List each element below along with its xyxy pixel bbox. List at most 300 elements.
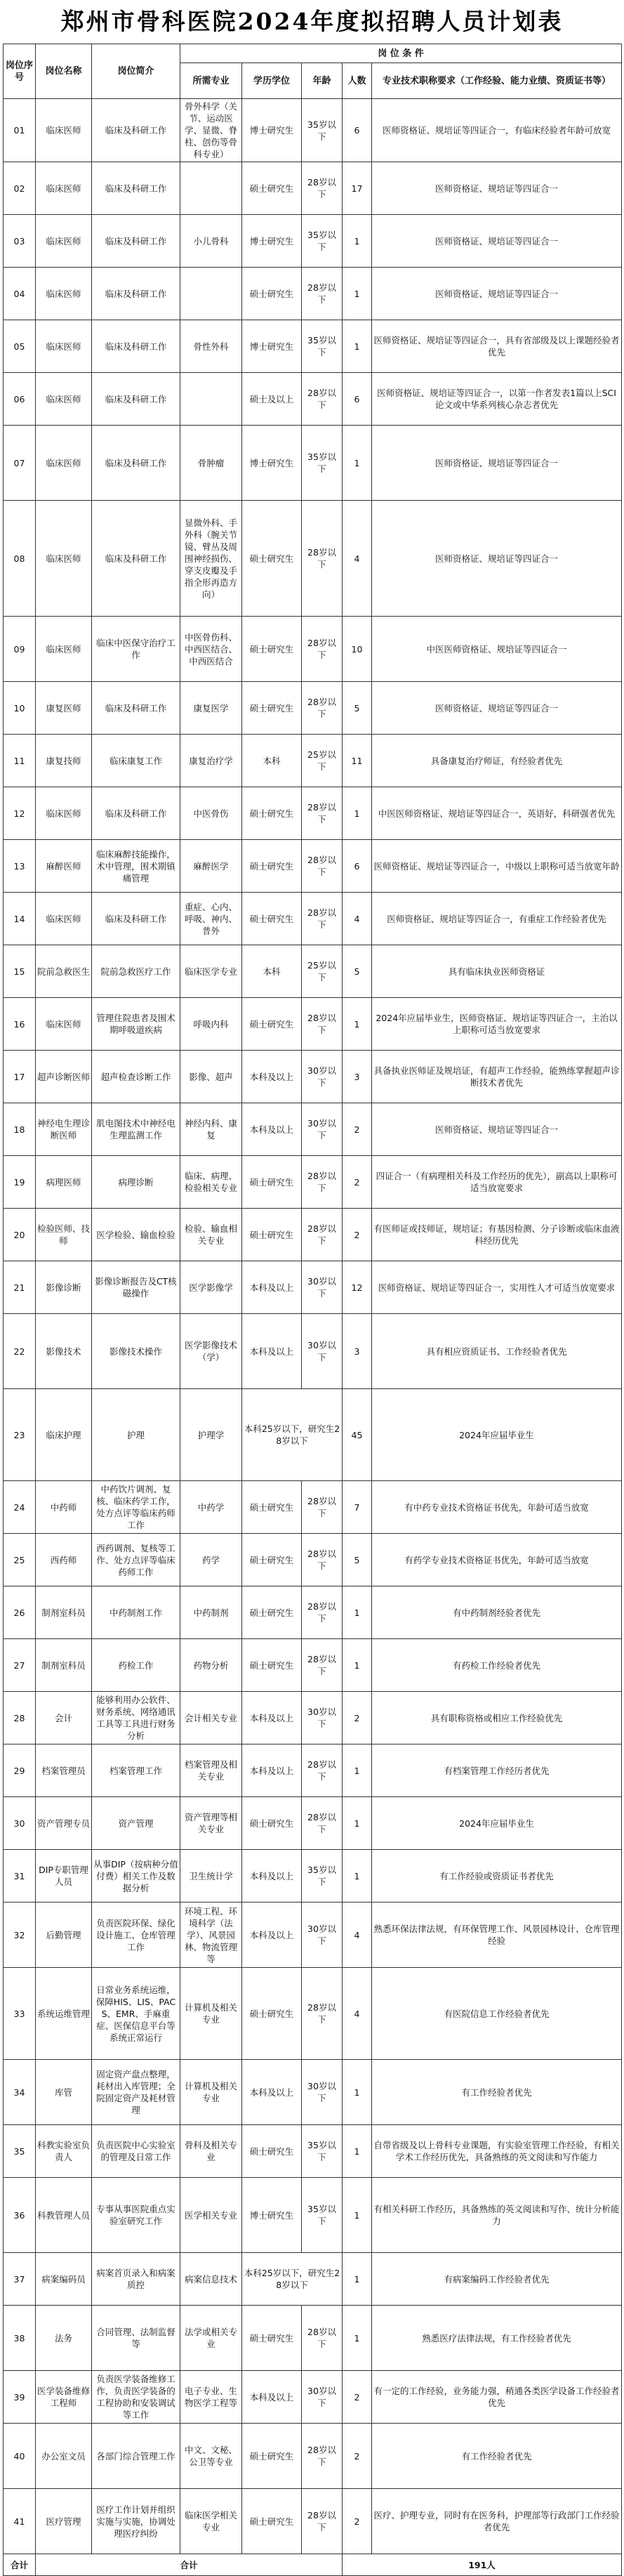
cell-age: 30岁以下 <box>302 1314 343 1389</box>
table-row <box>4 373 622 426</box>
table-row <box>4 2178 622 2253</box>
cell-req: 具备康复治疗师证，有经验者优先 <box>372 735 622 787</box>
cell-age: 28岁以下 <box>302 1209 343 1261</box>
cell-degree: 硕士研究生 <box>242 2306 302 2371</box>
table-row <box>4 1586 622 1639</box>
total-label-1: 合计 <box>4 2554 36 2576</box>
cell-name: 科教管理人员 <box>36 2178 92 2253</box>
cell-count: 1 <box>343 1850 372 1903</box>
cell-desc: 管理住院患者及围术期呼吸道疾病 <box>92 998 180 1051</box>
cell-name: 临床医师 <box>36 320 92 373</box>
cell-count: 4 <box>343 1903 372 1968</box>
cell-count: 1 <box>343 268 372 320</box>
cell-count: 6 <box>343 373 372 426</box>
cell-degree: 博士研究生 <box>242 320 302 373</box>
cell-name: 超声诊断医师 <box>36 1051 92 1103</box>
cell-req: 有相关科研工作经历，具备熟练的英文阅读和写作、统计分析能力 <box>372 2178 622 2253</box>
cell-seq: 24 <box>4 1481 36 1534</box>
total-label-2: 合计 <box>36 2554 343 2576</box>
cell-req: 四证合一（有病理相关科及工作经历的优先），副高以上职称可适当放宽要求 <box>372 1156 622 1209</box>
cell-major: 中医骨伤 <box>180 787 242 840</box>
cell-major: 骨外科学（关节、运动医学、显微、脊柱、创伤等骨科专业） <box>180 99 242 162</box>
cell-major: 临床医学专业 <box>180 945 242 998</box>
cell-count: 5 <box>343 945 372 998</box>
cell-seq: 14 <box>4 893 36 945</box>
cell-degree: 硕士研究生 <box>242 617 302 682</box>
cell-age: 30岁以下 <box>302 1103 343 1156</box>
cell-major: 病案信息技术 <box>180 2253 242 2306</box>
cell-count: 1 <box>343 2125 372 2178</box>
cell-count: 1 <box>343 2253 372 2306</box>
cell-degree: 硕士研究生 <box>242 682 302 735</box>
cell-seq: 34 <box>4 2060 36 2125</box>
cell-major <box>180 373 242 426</box>
cell-name: 办公室文员 <box>36 2424 92 2489</box>
cell-major: 会计相关专业 <box>180 1692 242 1744</box>
cell-age: 28岁以下 <box>302 1968 343 2060</box>
cell-count: 1 <box>343 215 372 268</box>
cell-age: 28岁以下 <box>302 1586 343 1639</box>
cell-seq: 20 <box>4 1209 36 1261</box>
cell-req: 有工作经验者优先 <box>372 2060 622 2125</box>
cell-name: 临床医师 <box>36 215 92 268</box>
cell-degree: 本科及以上 <box>242 1103 302 1156</box>
header-major: 所需专业 <box>180 63 242 99</box>
cell-req: 医师资格证、规培证等四证合一 <box>372 162 622 215</box>
cell-desc: 中药制剂工作 <box>92 1586 180 1639</box>
cell-count: 45 <box>343 1389 372 1481</box>
table-row <box>4 215 622 268</box>
table-row <box>4 735 622 787</box>
cell-req: 熟悉环保法律法规，有环保管理工作、风景园林设计、仓库管理经验 <box>372 1903 622 1968</box>
table-row <box>4 2489 622 2554</box>
table-row <box>4 1744 622 1797</box>
cell-count: 2 <box>343 1209 372 1261</box>
cell-major: 骨性外科 <box>180 320 242 373</box>
table-body <box>4 99 622 2576</box>
cell-seq: 38 <box>4 2306 36 2371</box>
cell-degree: 硕士研究生 <box>242 787 302 840</box>
cell-name: 库管 <box>36 2060 92 2125</box>
cell-major: 药物分析 <box>180 1639 242 1692</box>
cell-req: 医师资格证、规培证等四证合一，有重症工作经验者优先 <box>372 893 622 945</box>
cell-desc: 病理诊断 <box>92 1156 180 1209</box>
cell-count: 2 <box>343 2424 372 2489</box>
cell-count: 1 <box>343 1744 372 1797</box>
cell-req: 有病案编码工作经验者优先 <box>372 2253 622 2306</box>
cell-desc: 药检工作 <box>92 1639 180 1692</box>
cell-desc: 临床及科研工作 <box>92 501 180 617</box>
cell-count: 2 <box>343 2489 372 2554</box>
cell-req: 医师资格证、规培证等四证合一 <box>372 215 622 268</box>
cell-major: 临床、病理、检验相关专业 <box>180 1156 242 1209</box>
cell-degree: 博士研究生 <box>242 215 302 268</box>
cell-name: 影像技术 <box>36 1314 92 1389</box>
cell-seq: 25 <box>4 1534 36 1586</box>
cell-req: 医师资格证、规培证等四证合一 <box>372 682 622 735</box>
cell-desc: 负责医院环保、绿化设计施工、仓库管理工作 <box>92 1903 180 1968</box>
cell-name: 临床医师 <box>36 501 92 617</box>
cell-desc: 临床及科研工作 <box>92 215 180 268</box>
cell-age: 35岁以下 <box>302 426 343 501</box>
cell-major: 档案管理及相关专业 <box>180 1744 242 1797</box>
cell-desc: 临床及科研工作 <box>92 682 180 735</box>
cell-name: 病理医师 <box>36 1156 92 1209</box>
cell-major: 医学影像技术（学） <box>180 1314 242 1389</box>
cell-name: 麻醉医师 <box>36 840 92 893</box>
table-row <box>4 2424 622 2489</box>
cell-count: 1 <box>343 2178 372 2253</box>
cell-count: 11 <box>343 735 372 787</box>
table-row <box>4 1156 622 1209</box>
cell-major: 康复治疗学 <box>180 735 242 787</box>
table-row <box>4 2306 622 2371</box>
cell-degree: 硕士研究生 <box>242 840 302 893</box>
cell-degree: 硕士研究生 <box>242 2125 302 2178</box>
table-row <box>4 1692 622 1744</box>
cell-age: 28岁以下 <box>302 2424 343 2489</box>
cell-age: 30岁以下 <box>302 1903 343 1968</box>
cell-seq: 02 <box>4 162 36 215</box>
cell-name: 检验医师、技师 <box>36 1209 92 1261</box>
cell-major: 中药学 <box>180 1481 242 1534</box>
cell-count: 1 <box>343 998 372 1051</box>
cell-req: 中医医师资格证、规培证等四证合一 <box>372 617 622 682</box>
cell-count: 1 <box>343 1639 372 1692</box>
cell-seq: 01 <box>4 99 36 162</box>
cell-age: 28岁以下 <box>302 1481 343 1534</box>
cell-count: 1 <box>343 426 372 501</box>
cell-name: 临床医师 <box>36 617 92 682</box>
recruitment-table <box>3 44 622 2576</box>
cell-count: 5 <box>343 1534 372 1586</box>
cell-req: 2024年应届毕业生 <box>372 1797 622 1850</box>
cell-major: 骨科及相关专业 <box>180 2125 242 2178</box>
cell-desc: 医学检验、输血检验 <box>92 1209 180 1261</box>
cell-degree: 硕士研究生 <box>242 501 302 617</box>
cell-name: DIP专职管理人员 <box>36 1850 92 1903</box>
cell-name: 档案管理员 <box>36 1744 92 1797</box>
table-row <box>4 1051 622 1103</box>
cell-req: 有药学专业技术资格证书优先，年龄可适当放宽 <box>372 1534 622 1586</box>
cell-age: 28岁以下 <box>302 501 343 617</box>
cell-req: 医师资格证、规培证等四证合一，有临床经验者年龄可放宽 <box>372 99 622 162</box>
cell-seq: 39 <box>4 2371 36 2424</box>
cell-count: 10 <box>343 617 372 682</box>
cell-degree: 本科及以上 <box>242 1850 302 1903</box>
cell-name: 西药师 <box>36 1534 92 1586</box>
cell-name: 后勤管理 <box>36 1903 92 1968</box>
cell-seq: 17 <box>4 1051 36 1103</box>
cell-degree: 硕士研究生 <box>242 1156 302 1209</box>
cell-age: 35岁以下 <box>302 2178 343 2253</box>
cell-desc: 临床及科研工作 <box>92 373 180 426</box>
cell-req: 有工作经验或资质证书者优先 <box>372 1850 622 1903</box>
cell-desc: 院前急救医疗工作 <box>92 945 180 998</box>
cell-major: 电子专业、生物医学工程等 <box>180 2371 242 2424</box>
cell-age: 28岁以下 <box>302 617 343 682</box>
cell-desc: 临床及科研工作 <box>92 99 180 162</box>
cell-major: 计算机及相关专业 <box>180 2060 242 2125</box>
cell-count: 2 <box>343 1692 372 1744</box>
cell-major: 医学相关专业 <box>180 2178 242 2253</box>
cell-age: 25岁以下 <box>302 945 343 998</box>
cell-major: 检验、输血相关专业 <box>180 1209 242 1261</box>
cell-req: 有中药专业技术资格证书优先，年龄可适当放宽 <box>372 1481 622 1534</box>
cell-major: 呼吸内科 <box>180 998 242 1051</box>
cell-req: 2024年应届毕业生 <box>372 1389 622 1481</box>
total-row <box>4 2554 622 2576</box>
cell-degree: 硕士研究生 <box>242 162 302 215</box>
cell-seq: 27 <box>4 1639 36 1692</box>
cell-seq: 08 <box>4 501 36 617</box>
table-row <box>4 893 622 945</box>
cell-req: 有工作经验者优先 <box>372 2424 622 2489</box>
cell-seq: 10 <box>4 682 36 735</box>
table-row <box>4 2060 622 2125</box>
cell-age: 28岁以下 <box>302 1639 343 1692</box>
cell-seq: 28 <box>4 1692 36 1744</box>
cell-desc: 临床及科研工作 <box>92 268 180 320</box>
cell-req: 有医院信息工作经验者优先 <box>372 1968 622 2060</box>
cell-name: 系统运维管理 <box>36 1968 92 2060</box>
cell-seq: 03 <box>4 215 36 268</box>
cell-age: 25岁以下 <box>302 735 343 787</box>
cell-req: 有医师证或技师证，规培证；有基因检测、分子诊断或临床血液科经历优先 <box>372 1209 622 1261</box>
table-row <box>4 787 622 840</box>
cell-name: 资产管理专员 <box>36 1797 92 1850</box>
cell-age: 28岁以下 <box>302 1534 343 1586</box>
cell-desc: 护理 <box>92 1389 180 1481</box>
cell-age: 30岁以下 <box>302 2060 343 2125</box>
cell-major: 小儿骨科 <box>180 215 242 268</box>
cell-age: 28岁以下 <box>302 1797 343 1850</box>
cell-name: 康复医师 <box>36 682 92 735</box>
cell-count: 1 <box>343 320 372 373</box>
cell-desc: 固定资产盘点整理，耗材出入库管理；全院固定资产及耗材管理 <box>92 2060 180 2125</box>
cell-desc: 临床中医保守治疗工作 <box>92 617 180 682</box>
cell-major: 神经内科、康复 <box>180 1103 242 1156</box>
cell-desc: 合同管理、法制监督等 <box>92 2306 180 2371</box>
table-row <box>4 1314 622 1389</box>
cell-count: 1 <box>343 787 372 840</box>
cell-degree: 硕士研究生 <box>242 998 302 1051</box>
cell-desc: 病案首页录入和病案质控 <box>92 2253 180 2306</box>
cell-degree: 本科及以上 <box>242 2371 302 2424</box>
cell-seq: 04 <box>4 268 36 320</box>
cell-seq: 09 <box>4 617 36 682</box>
cell-major <box>180 268 242 320</box>
cell-degree: 硕士研究生 <box>242 1797 302 1850</box>
cell-req: 医师资格证、规培证等四证合一，具有省部级及以上课题经验者优先 <box>372 320 622 373</box>
cell-count: 4 <box>343 1968 372 2060</box>
cell-seq: 23 <box>4 1389 36 1481</box>
cell-seq: 35 <box>4 2125 36 2178</box>
cell-name: 会计 <box>36 1692 92 1744</box>
cell-name: 医学装备维修工程师 <box>36 2371 92 2424</box>
cell-desc: 临床及科研工作 <box>92 162 180 215</box>
cell-count: 5 <box>343 682 372 735</box>
cell-degree: 硕士研究生 <box>242 1968 302 2060</box>
cell-req: 医师资格证、规培证等四证合一，以第一作者发表1篇以上SCI论文或中华系列核心杂志者优先 <box>372 373 622 426</box>
cell-count: 7 <box>343 1481 372 1534</box>
cell-seq: 22 <box>4 1314 36 1389</box>
cell-count: 6 <box>343 99 372 162</box>
cell-desc: 医疗工作计划并组织实施与实施，协调处理医疗纠纷 <box>92 2489 180 2554</box>
cell-degree: 博士研究生 <box>242 2178 302 2253</box>
cell-name: 神经电生理诊断医师 <box>36 1103 92 1156</box>
table-row <box>4 501 622 617</box>
cell-age: 28岁以下 <box>302 373 343 426</box>
cell-req: 中医医师资格证、规培证等四证合一，英语好，科研强者优先 <box>372 787 622 840</box>
cell-count: 17 <box>343 162 372 215</box>
cell-desc: 临床麻醉技能操作，术中管理，围术期镇痛管理 <box>92 840 180 893</box>
cell-desc: 临床及科研工作 <box>92 787 180 840</box>
table-row <box>4 1389 622 1481</box>
cell-degree: 本科及以上 <box>242 1692 302 1744</box>
cell-major: 骨肿瘤 <box>180 426 242 501</box>
table-row <box>4 2125 622 2178</box>
cell-major: 医学影像学 <box>180 1261 242 1314</box>
cell-name: 院前急救医生 <box>36 945 92 998</box>
cell-seq: 12 <box>4 787 36 840</box>
cell-req: 具有职称资格或相应工作经验优先 <box>372 1692 622 1744</box>
cell-name: 临床护理 <box>36 1389 92 1481</box>
cell-age: 28岁以下 <box>302 1744 343 1797</box>
cell-seq: 13 <box>4 840 36 893</box>
table-row <box>4 1261 622 1314</box>
cell-count: 1 <box>343 1797 372 1850</box>
cell-name: 影像诊断 <box>36 1261 92 1314</box>
cell-req: 医师资格证、规培证等四证合一，中级以上职称可适当放宽年龄 <box>372 840 622 893</box>
cell-major: 康复医学 <box>180 682 242 735</box>
cell-age: 30岁以下 <box>302 1051 343 1103</box>
cell-seq: 18 <box>4 1103 36 1156</box>
cell-major: 护理学 <box>180 1389 242 1481</box>
cell-count: 2 <box>343 1103 372 1156</box>
cell-desc: 临床及科研工作 <box>92 893 180 945</box>
cell-seq: 41 <box>4 2489 36 2554</box>
cell-age: 35岁以下 <box>302 1850 343 1903</box>
cell-degree: 本科及以上 <box>242 1314 302 1389</box>
cell-name: 病案编码员 <box>36 2253 92 2306</box>
header-name: 岗位名称 <box>36 44 92 99</box>
table-row <box>4 2253 622 2306</box>
cell-major: 环境工程、环境科学（法学）、风景园林、物流管理等 <box>180 1903 242 1968</box>
cell-age: 30岁以下 <box>302 1261 343 1314</box>
cell-degree: 硕士研究生 <box>242 1209 302 1261</box>
cell-degree: 本科 <box>242 945 302 998</box>
table-row <box>4 426 622 501</box>
cell-desc: 能够利用办公软件、财务系统、网络通讯工具等工具进行财务分析 <box>92 1692 180 1744</box>
cell-desc: 中药饮片调剂、复核、临床药学工作，处方点评等临床药师工作 <box>92 1481 180 1534</box>
cell-degree: 本科及以上 <box>242 1261 302 1314</box>
cell-seq: 11 <box>4 735 36 787</box>
cell-name: 临床医师 <box>36 268 92 320</box>
cell-age: 28岁以下 <box>302 268 343 320</box>
cell-req: 熟悉医疗法律法规，有工作经验者优先 <box>372 2306 622 2371</box>
cell-major <box>180 162 242 215</box>
cell-seq: 29 <box>4 1744 36 1797</box>
cell-seq: 33 <box>4 1968 36 2060</box>
table-row <box>4 320 622 373</box>
cell-name: 临床医师 <box>36 162 92 215</box>
cell-req: 有一定的工作经验，业务能力强，稍通各类医学设备工作经验者优先 <box>372 2371 622 2424</box>
cell-major: 中文、文秘、公卫等专业 <box>180 2424 242 2489</box>
cell-seq: 15 <box>4 945 36 998</box>
cell-count: 1 <box>343 2306 372 2371</box>
cell-age: 28岁以下 <box>302 787 343 840</box>
cell-major: 重症、心内、呼吸、神内、普外 <box>180 893 242 945</box>
cell-name: 康复技师 <box>36 735 92 787</box>
cell-degree: 硕士研究生 <box>242 2489 302 2554</box>
cell-req: 医师资格证、规培证等四证合一 <box>372 268 622 320</box>
cell-degree: 本科及以上 <box>242 1051 302 1103</box>
table-row <box>4 1103 622 1156</box>
cell-name: 临床医师 <box>36 426 92 501</box>
cell-seq: 26 <box>4 1586 36 1639</box>
header-req: 专业技术职称要求（工作经验、能力业绩、资质证书等） <box>372 63 622 99</box>
table-row <box>4 268 622 320</box>
cell-name: 科教实验室负责人 <box>36 2125 92 2178</box>
cell-name: 法务 <box>36 2306 92 2371</box>
cell-count: 1 <box>343 1586 372 1639</box>
cell-degree: 本科25岁以下，研究生28岁以下 <box>242 2253 343 2306</box>
cell-name: 临床医师 <box>36 787 92 840</box>
cell-age: 28岁以下 <box>302 682 343 735</box>
cell-name: 中药师 <box>36 1481 92 1534</box>
cell-name: 制剂室科员 <box>36 1639 92 1692</box>
cell-degree: 博士研究生 <box>242 99 302 162</box>
cell-seq: 36 <box>4 2178 36 2253</box>
cell-name: 临床医师 <box>36 998 92 1051</box>
cell-desc: 临床及科研工作 <box>92 320 180 373</box>
cell-desc: 负责医学装备维修工作，负责医学装备的工程协助和安装调试等工作 <box>92 2371 180 2424</box>
cell-seq: 05 <box>4 320 36 373</box>
cell-age: 28岁以下 <box>302 162 343 215</box>
cell-count: 2 <box>343 2371 372 2424</box>
cell-degree: 硕士研究生 <box>242 893 302 945</box>
table-row <box>4 1968 622 2060</box>
cell-count: 4 <box>343 893 372 945</box>
cell-major: 显微外科、手外科（腕关节镜、臂丛及周围神经损伤、穿支皮瓣及手指全形再造方向） <box>180 501 242 617</box>
cell-desc: 档案管理工作 <box>92 1744 180 1797</box>
cell-degree: 硕士研究生 <box>242 2424 302 2489</box>
cell-degree: 硕士研究生 <box>242 1639 302 1692</box>
cell-desc: 专事从事医院重点实验室研究工作 <box>92 2178 180 2253</box>
cell-major: 计算机及相关专业 <box>180 1968 242 2060</box>
cell-req: 具有临床执业医师资格证 <box>372 945 622 998</box>
cell-req: 有档案管理工作经历者优先 <box>372 1744 622 1797</box>
cell-degree: 硕士研究生 <box>242 1586 302 1639</box>
cell-desc: 西药调剂、复核等工作、处方点评等临床药师工作 <box>92 1534 180 1586</box>
cell-major: 卫生统计学 <box>180 1850 242 1903</box>
cell-name: 医疗管理 <box>36 2489 92 2554</box>
cell-count: 3 <box>343 1051 372 1103</box>
cell-req: 医师资格证、规培证等四证合一 <box>372 1103 622 1156</box>
cell-req: 医师资格证、规培证等四证合一 <box>372 501 622 617</box>
cell-desc: 临床康复工作 <box>92 735 180 787</box>
cell-degree: 本科及以上 <box>242 2060 302 2125</box>
table-row <box>4 1639 622 1692</box>
table-row <box>4 1534 622 1586</box>
table-row <box>4 162 622 215</box>
cell-seq: 19 <box>4 1156 36 1209</box>
cell-desc: 临床及科研工作 <box>92 426 180 501</box>
cell-major: 麻醉医学 <box>180 840 242 893</box>
cell-desc: 资产管理 <box>92 1797 180 1850</box>
cell-count: 1 <box>343 2060 372 2125</box>
